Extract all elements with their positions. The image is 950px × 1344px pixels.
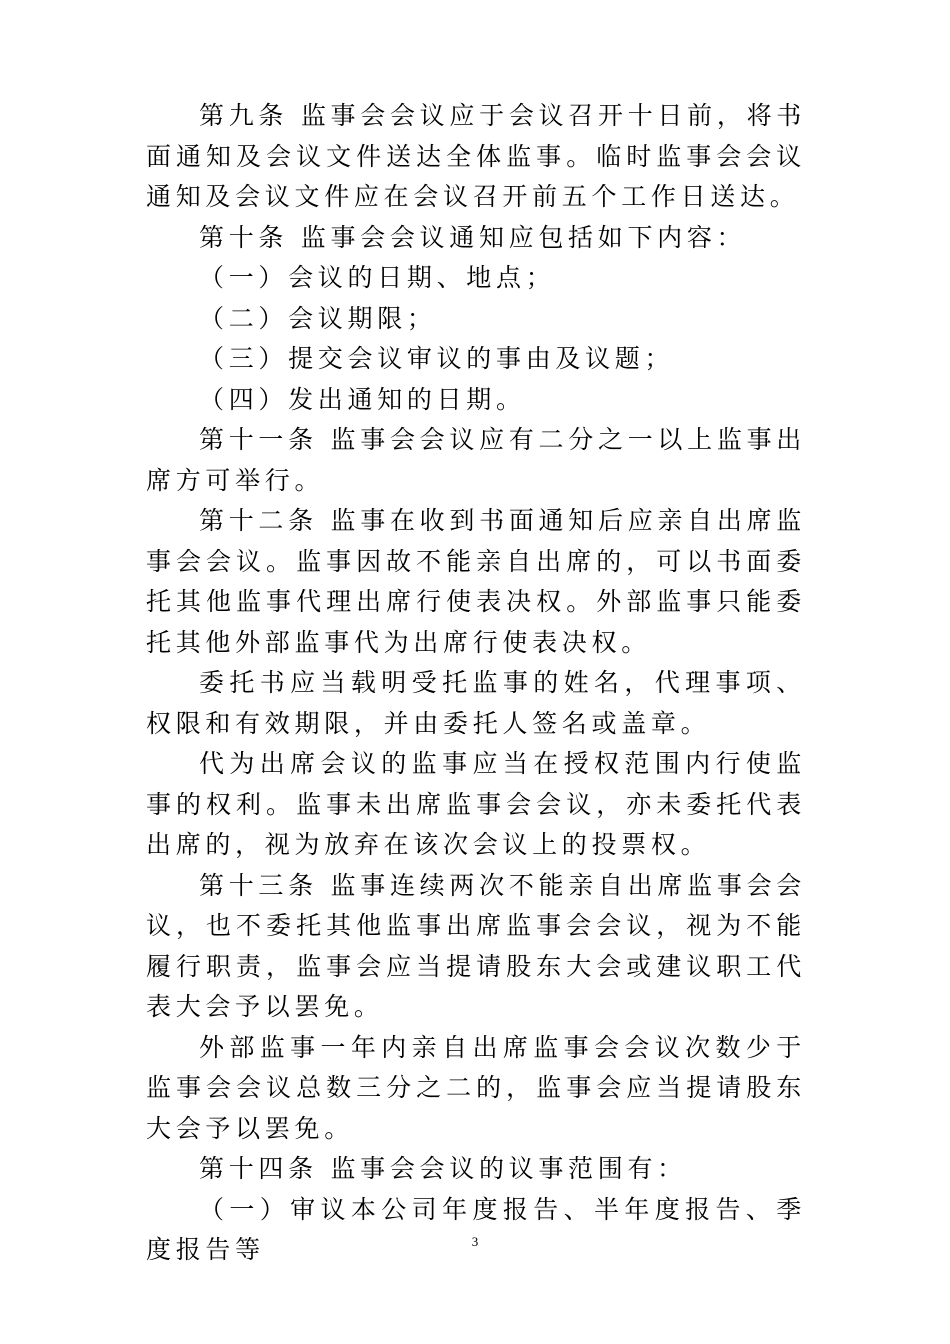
paragraph-article-14: 第十四条 监事会会议的议事范围有：: [199, 1154, 687, 1183]
paragraph-proxy-attendance: 代为出席会议的监事应当在授权范围内行使监事的权利。监事未出席监事会会议，亦未委托代表出席的，视为放弃在该次会议上的投票权。: [146, 749, 806, 859]
paragraph-article-10: 第十条 监事会会议通知应包括如下内容：: [199, 222, 747, 252]
paragraph-article-13: 第十三条 监事连续两次不能亲自出席监事会会议，也不委托其他监事出席监事会会议，视为不能履行职责，监事会应当提请股东大会或建议职工代表大会予以罢免。: [146, 870, 806, 1021]
paragraph-item-1: （一）会议的日期、地点；: [199, 263, 556, 292]
paragraph-item-2: （二）会议期限；: [199, 303, 437, 333]
page-number: 3: [471, 1234, 479, 1249]
paragraph-external-supervisor: 外部监事一年内亲自出席监事会会议次数少于监事会会议总数三分之二的，监事会应当提请股东大会予以罢免。: [146, 1032, 806, 1143]
paragraph-article-9: 第九条 监事会会议应于会议召开十日前，将书面通知及会议文件送达全体监事。临时监事会会议通知及会议文件应在会议召开前五个工作日送达。: [146, 101, 806, 211]
paragraph-item-3: （三）提交会议审议的事由及议题；: [199, 344, 675, 373]
paragraph-article-11: 第十一条 监事会会议应有二分之一以上监事出席方可举行。: [146, 425, 806, 495]
paragraph-proxy-letter: 委托书应当载明受托监事的姓名，代理事项、权限和有效期限，并由委托人签名或盖章。: [146, 668, 806, 738]
paragraph-article-14-item-1: （一）审议本公司年度报告、半年度报告、季度报告等: [146, 1194, 806, 1264]
document-body: [146, 96, 806, 1271]
paragraph-article-12: 第十二条 监事在收到书面通知后应亲自出席监事会会议。监事因故不能亲自出席的，可以书面委托其他监事代理出席行使表决权。外部监事只能委托其他外部监事代为出席行使表决权。: [146, 506, 806, 657]
paragraph-item-4: （四）发出通知的日期。: [199, 384, 526, 414]
